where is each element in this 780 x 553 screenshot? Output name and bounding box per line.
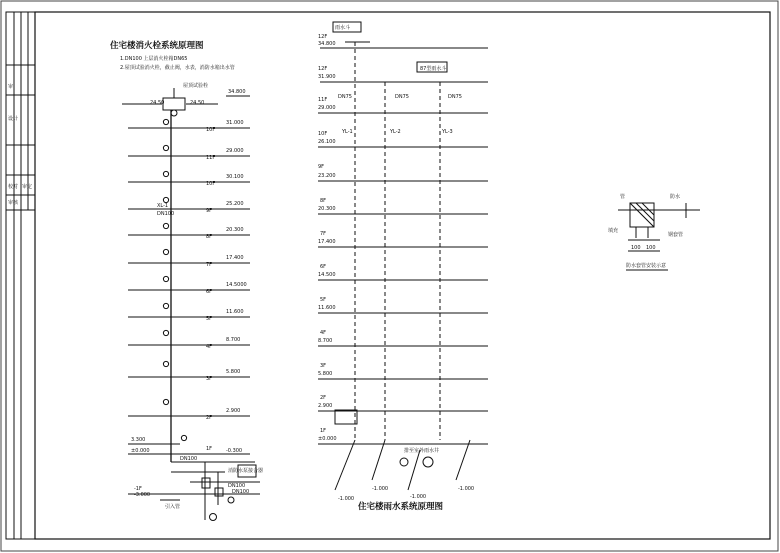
label-text: 11F (206, 155, 216, 161)
label-text: ±0.000 (131, 448, 150, 454)
label-text: 2.900 (226, 408, 241, 414)
label-text: 3F (206, 376, 213, 382)
label-text: 17.400 (226, 255, 244, 261)
label-text: 10F (206, 181, 216, 187)
rain-bottom-elev-4: -1.000 (458, 486, 475, 492)
label-text: 23.200 (318, 173, 336, 179)
label-text: 14.500 (318, 272, 336, 278)
label-text: 8.700 (226, 337, 241, 343)
label-text: 5F (320, 297, 327, 303)
label-text: 8.700 (318, 338, 333, 344)
label-text: 29.000 (318, 105, 336, 111)
label-text: 10F (206, 127, 216, 133)
rain-riser-tag-1: YL-1 (342, 129, 353, 135)
label-text: 31.900 (318, 74, 336, 80)
label-text: 9F (318, 164, 325, 170)
fire-top-label: 屋顶试验栓 (183, 83, 209, 89)
detail-label-1: 管 (620, 194, 626, 200)
label-text: ±0.000 (318, 436, 337, 442)
fire-bottom-note: 消防水泵接合器 (228, 468, 264, 474)
label-text: 8F (206, 234, 213, 240)
label-text: 11.600 (318, 305, 336, 311)
sheet-outer-border (1, 1, 778, 551)
rain-diagram-title: 住宅楼雨水系统原理图 (358, 502, 444, 512)
label-text: 4F (320, 330, 327, 336)
label-text: 20.300 (226, 227, 244, 233)
fire-diagram-note-1: 1.DN100 上层消火栓箱DN65 (120, 56, 188, 62)
title-block-text-2: 设计 (8, 116, 19, 122)
label-text: 26.100 (318, 139, 336, 145)
title-block-text-1: 审 (8, 84, 14, 90)
label-text: 20.300 (318, 206, 336, 212)
label-text: 31.000 (226, 120, 244, 126)
label-text: 12F (318, 34, 328, 40)
label-text: 4F (206, 344, 213, 350)
rain-riser-tag-3: YL-3 (442, 129, 453, 135)
fire-pipe-label: DN100 (157, 211, 175, 217)
label-text: 5.800 (318, 371, 333, 377)
detail-label-2: 防水 (670, 194, 681, 200)
rain-pipe-tag-1: DN75 (338, 94, 352, 100)
rain-bottom-note: 排至室外雨水井 (404, 448, 440, 454)
rain-bottom-elev-1: -1.000 (338, 496, 355, 502)
fire-pipe-label-2: DN100 (180, 456, 198, 462)
label-text: 6F (206, 289, 213, 295)
detail-dim-2: 100 (646, 245, 656, 251)
fire-pipe-label-3: DN100 (228, 483, 246, 489)
fire-pipe-label-4: DN100 (232, 489, 250, 495)
title-block-text-3: 校对 (8, 184, 19, 190)
rain-top-tag-2: 87型雨水斗 (420, 66, 447, 72)
label-text: 34.800 (318, 41, 336, 47)
detail-label-3: 填充 (608, 228, 619, 234)
label-text: 10F (318, 131, 328, 137)
label-text: 2.900 (318, 403, 333, 409)
rain-riser-tag-2: YL-2 (390, 129, 401, 135)
label-text: 9F (206, 208, 213, 214)
label-text: 7F (206, 262, 213, 268)
label-text: 3.300 (131, 437, 146, 443)
rain-bottom-elev-2: -1.000 (372, 486, 389, 492)
detail-label-4: 钢套管 (668, 232, 684, 238)
detail-dim-1: 100 (631, 245, 641, 251)
label-text: 5F (206, 316, 213, 322)
fire-diagram-note-2: 2.屋顶试验消火栓，截止阀，水表，消防水箱出水管 (120, 65, 235, 71)
rain-pipe-tag-2: DN75 (395, 94, 409, 100)
fire-roof-elev: 34.800 (228, 89, 246, 95)
label-text: -0.300 (226, 448, 243, 454)
rain-pipe-tag-3: DN75 (448, 94, 462, 100)
label-text: 11F (318, 97, 328, 103)
fire-basement-floor: -1F (134, 486, 142, 492)
fire-diagram-title: 住宅楼消火栓系统原理图 (110, 41, 204, 51)
title-block-text-5: 审定 (22, 184, 33, 190)
fire-basement-elev: -3.000 (134, 492, 151, 498)
label-text: 6F (320, 264, 327, 270)
label-text: 17.400 (318, 239, 336, 245)
label-text: 1F (206, 446, 213, 452)
label-text: 12F (318, 66, 328, 72)
label-text: 3F (320, 363, 327, 369)
label-text: 7F (320, 231, 327, 237)
detail-caption: 防水套管安装示意 (626, 263, 667, 269)
label-text: 14.5000 (226, 282, 247, 288)
label-text: 5.800 (226, 369, 241, 375)
fire-top-right-elev: 24.50 (190, 100, 205, 106)
label-text: 2F (320, 395, 327, 401)
title-block-text-4: 审核 (8, 200, 19, 206)
fire-base-label: 引入管 (165, 504, 181, 510)
label-text: 29.000 (226, 148, 244, 154)
label-text: 11.600 (226, 309, 244, 315)
label-text: 2F (206, 415, 213, 421)
label-text: 25.200 (226, 201, 244, 207)
label-text: 30.100 (226, 174, 244, 180)
fire-top-left-elev: 24.50 (150, 100, 165, 106)
rain-bottom-elev-3: -1.000 (410, 494, 427, 500)
label-text: 8F (320, 198, 327, 204)
fire-riser-tag: XL-1 (157, 203, 169, 209)
rain-top-tag-1: 雨水斗 (335, 25, 351, 31)
label-text: 1F (320, 428, 327, 434)
